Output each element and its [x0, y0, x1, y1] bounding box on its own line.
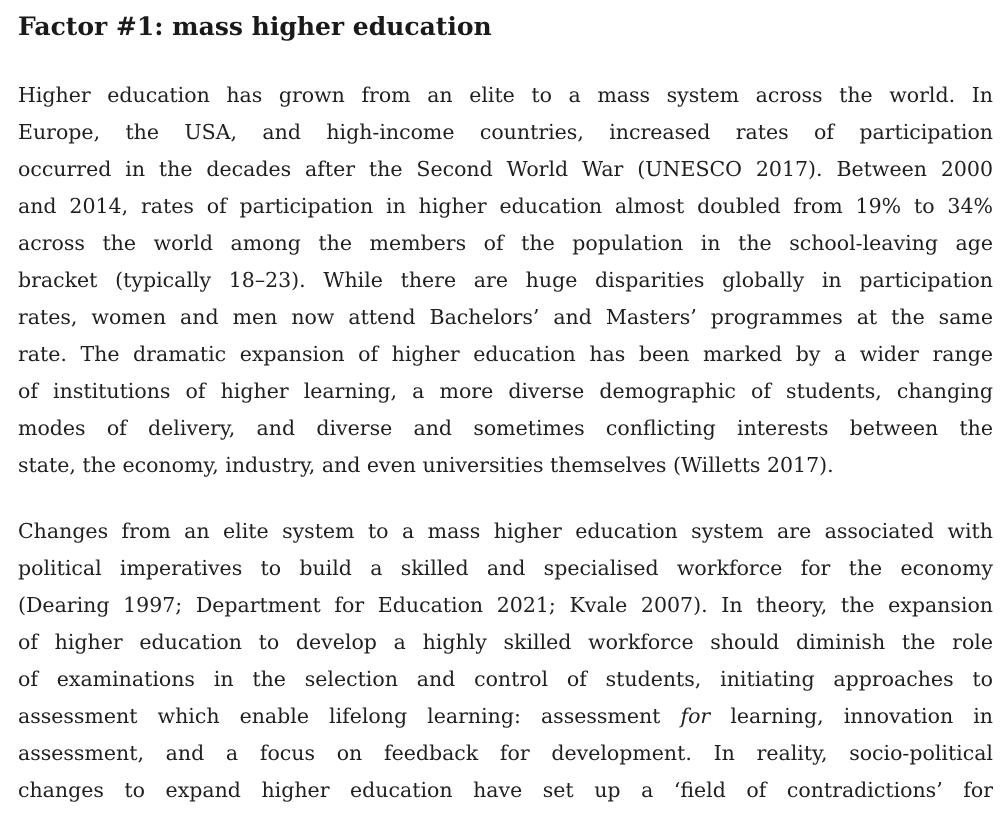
emphasis-for: for [680, 704, 711, 728]
paragraph-line: rates, women and men now attend Bachelors’ and Masters’ programmes at the same [18, 305, 993, 329]
paragraph-line: assessment, and a focus on feedback for development. In reality, socio-political [18, 741, 993, 765]
paragraph-line: modes of delivery, and diverse and sometimes conflicting interests between the [18, 416, 993, 440]
paragraph-mass-higher-education [18, 77, 993, 484]
paragraph-line: bracket (typically 18–23). While there are huge disparities globally in participation [18, 268, 993, 292]
paragraph-line: (Dearing 1997; Department for Education 2021; Kvale 2007). In theory, the expansion [18, 593, 993, 617]
paragraph-line: Higher education has grown from an elite to a mass system across the world. In [18, 83, 993, 107]
paragraph-line: changes to expand higher education have set up a ‘field of contradictions’ for [18, 778, 993, 802]
paragraph-line: and 2014, rates of participation in higher education almost doubled from 19% to 34% [18, 194, 993, 218]
paragraph-line: of institutions of higher learning, a more diverse demographic of students, changing [18, 379, 993, 403]
paragraph-line: Changes from an elite system to a mass higher education system are associated with [18, 519, 993, 543]
section-heading: Factor #1: mass higher education [18, 12, 492, 41]
paragraph-line: of examinations in the selection and control of students, initiating approaches to [18, 667, 993, 691]
paragraph-line: of higher education to develop a highly skilled workforce should diminish the role [18, 630, 993, 654]
paragraph-line: across the world among the members of the population in the school-leaving age [18, 231, 993, 255]
paragraph-line: rate. The dramatic expansion of higher education has been marked by a wider range [18, 342, 993, 366]
paragraph-line [18, 698, 993, 735]
paragraph-elite-to-mass-changes [18, 513, 993, 809]
paragraph-line: state, the economy, industry, and even universities themselves (Willetts 2017). [18, 453, 834, 477]
paragraph-line: Europe, the USA, and high-income countries, increased rates of participation [18, 120, 993, 144]
paragraph-line: occurred in the decades after the Second World War (UNESCO 2017). Between 2000 [18, 157, 993, 181]
paragraph-line: political imperatives to build a skilled and specialised workforce for the economy [18, 556, 993, 580]
text-run: learning, innovation in [710, 704, 993, 728]
text-run: assessment which enable lifelong learning: assessment [18, 704, 681, 728]
